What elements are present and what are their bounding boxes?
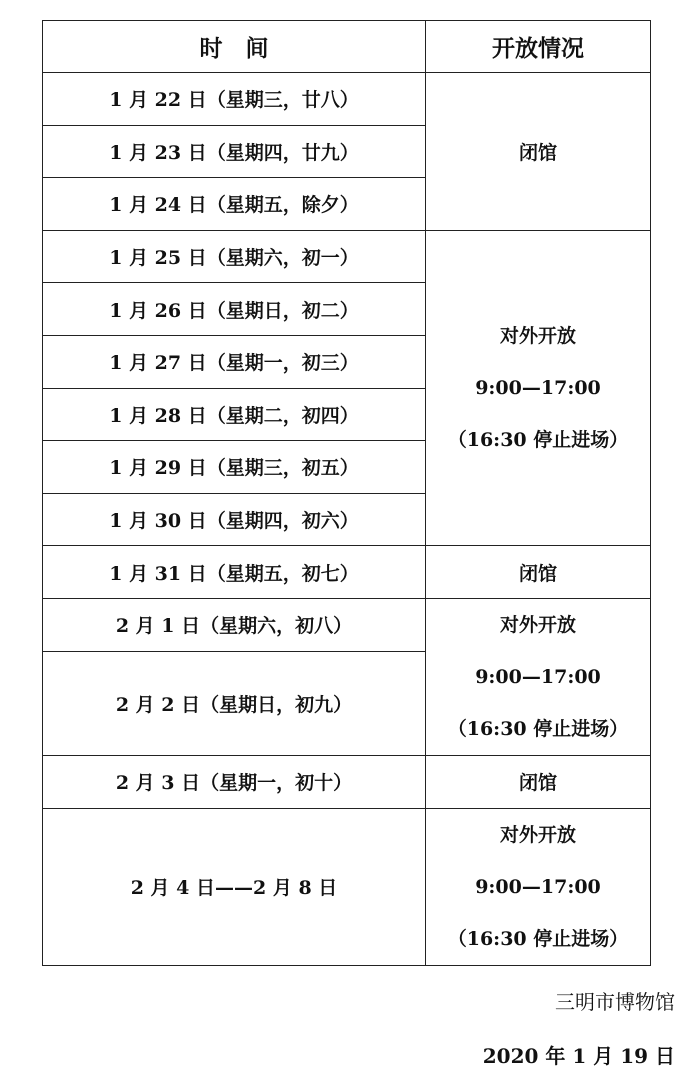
table-header-row: [43, 21, 651, 73]
status-last-entry: （16:30 停止进场）: [447, 429, 629, 452]
date-cell: 1 月 23 日（星期四，廿九）: [43, 125, 426, 178]
table-row: [43, 808, 651, 965]
status-last-entry: （16:30 停止进场）: [447, 927, 629, 950]
date-cell: 1 月 30 日（星期四，初六）: [43, 493, 426, 546]
status-cell: [426, 73, 651, 231]
opening-schedule-table: [42, 20, 651, 966]
date-cell: 2 月 4 日——2 月 8 日: [43, 808, 426, 965]
date-cell: 2 月 2 日（星期日，初九）: [43, 651, 426, 755]
header-status: 开放情况: [426, 21, 651, 73]
status-cell: [426, 230, 651, 546]
table-row: [43, 546, 651, 599]
status-cell: [426, 808, 651, 965]
status-open: 对外开放: [499, 823, 576, 846]
status-open: 对外开放: [499, 325, 576, 348]
date-cell: 1 月 28 日（星期二，初四）: [43, 388, 426, 441]
table-row: [43, 230, 651, 283]
date-cell: 1 月 31 日（星期五，初七）: [43, 546, 426, 599]
date-cell: 1 月 27 日（星期一，初三）: [43, 335, 426, 388]
status-closed: 闭馆: [518, 772, 557, 795]
status-cell: [426, 755, 651, 808]
status-cell: [426, 546, 651, 599]
date-cell: 2 月 3 日（星期一，初十）: [43, 755, 426, 808]
issue-date: 2020 年 1 月 19 日: [482, 1044, 675, 1068]
header-date: 时 间: [43, 21, 426, 73]
date-cell: 1 月 25 日（星期六，初一）: [43, 230, 426, 283]
status-hours: 9:00—17:00: [475, 875, 601, 898]
status-closed: 闭馆: [518, 141, 557, 164]
status-open: 对外开放: [499, 613, 576, 636]
table-row: [43, 73, 651, 126]
status-last-entry: （16:30 停止进场）: [447, 717, 629, 740]
table-row: [43, 598, 651, 651]
date-cell: 1 月 29 日（星期三，初五）: [43, 441, 426, 494]
status-hours: 9:00—17:00: [475, 377, 601, 400]
status-hours: 9:00—17:00: [475, 665, 601, 688]
date-cell: 1 月 22 日（星期三，廿八）: [43, 73, 426, 126]
status-cell: [426, 598, 651, 755]
date-cell: 1 月 26 日（星期日，初二）: [43, 283, 426, 336]
status-closed: 闭馆: [518, 562, 557, 585]
date-cell: 2 月 1 日（星期六，初八）: [43, 598, 426, 651]
table-row: [43, 755, 651, 808]
date-cell: 1 月 24 日（星期五，除夕）: [43, 178, 426, 231]
issuer-name: 三明市博物馆: [555, 990, 675, 1014]
